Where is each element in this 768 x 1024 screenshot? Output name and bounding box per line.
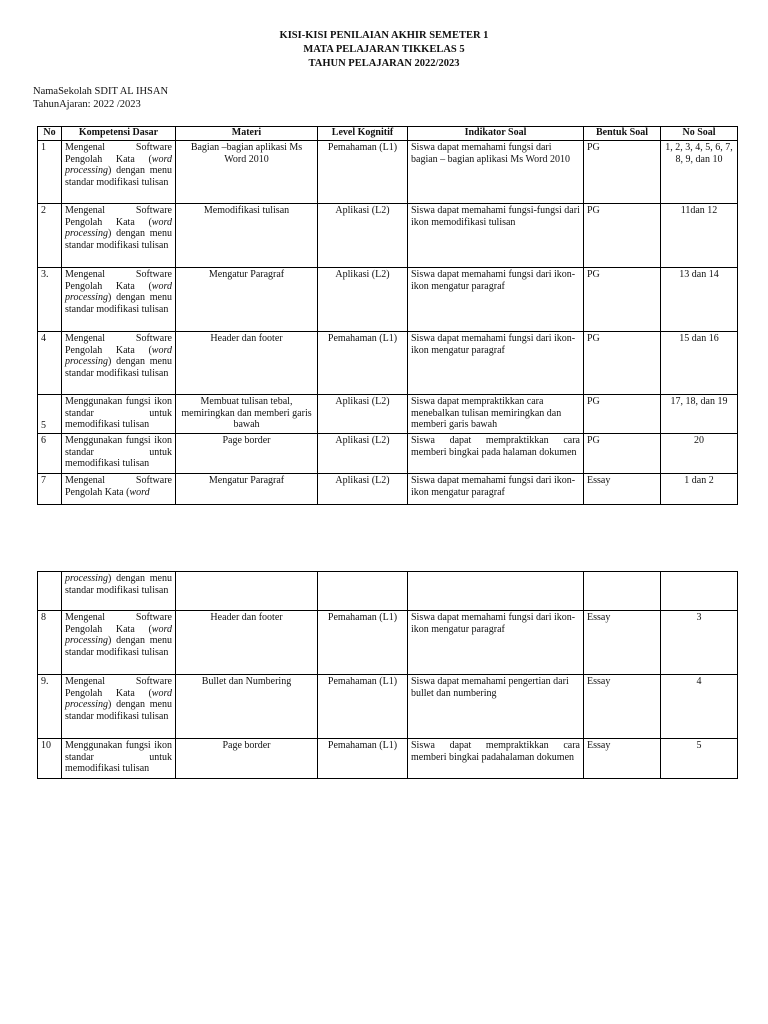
title-line-2: MATA PELAJARAN TIKKELAS 5 [303,44,465,55]
table-row [38,739,738,779]
cell-no-soal: 11dan 12 [661,204,738,268]
cell-kompetensi: Menggunakan fungsi ikon standar untuk memodifikasi tulisan [62,434,176,474]
cell-materi: Header dan footer [176,611,318,675]
cell-no: 6 [38,434,62,474]
cell-indikator: Siswa dapat memahami fungsi-fungsi dari ikon memodifikasi tulisan [408,204,584,268]
cell-no: 4 [38,332,62,395]
school-name: NamaSekolah SDIT AL IHSAN [33,86,169,97]
cell-bentuk: PG [584,395,661,434]
cell-no-soal: 1, 2, 3, 4, 5, 6, 7, 8, 9, dan 10 [661,141,738,204]
cell-indikator: Siswa dapat mempraktikkan cara memberi bingkai padahalaman dokumen [408,739,584,779]
kisi-kisi-table-continued [37,571,738,779]
cell-no: 2 [38,204,62,268]
cell-bentuk: PG [584,434,661,474]
cell-kompetensi: Menggunakan fungsi ikon standar untuk memodifikasi tulisan [62,395,176,434]
cell-level: Pemahaman (L1) [318,332,408,395]
cell-level: Pemahaman (L1) [318,611,408,675]
cell-no: 8 [38,611,62,675]
cell-kompetensi: Mengenal Software Pengolah Kata (word [62,474,176,505]
table-row [38,395,738,434]
cell-bentuk: PG [584,204,661,268]
cell-materi: Mengatur Paragraf [176,268,318,332]
cell-indikator: Siswa dapat memahami fungsi dari ikon-ikon mengatur paragraf [408,268,584,332]
cell-bentuk: Essay [584,611,661,675]
table-row [38,141,738,204]
header-no: No [38,127,62,141]
cell-no: 3. [38,268,62,332]
school-year: TahunAjaran: 2022 /2023 [33,98,141,110]
cell-indikator: Siswa dapat memahami fungsi dari ikon-ikon mengatur paragraf [408,611,584,675]
cell-bentuk: PG [584,332,661,395]
cell-level: Pemahaman (L1) [318,739,408,779]
document-title-block [0,29,768,71]
cell-no-soal: 20 [661,434,738,474]
kisi-kisi-table [37,126,738,505]
cell-materi: Memodifikasi tulisan [176,204,318,268]
cell-no-soal: 3 [661,611,738,675]
table-row [38,332,738,395]
table-row [38,675,738,739]
cell-level: Pemahaman (L1) [318,675,408,739]
cell-kompetensi: Mengenal Software Pengolah Kata (word processing) dengan menu standar modifikasi tulisan [62,611,176,675]
table-row [38,204,738,268]
cell-kompetensi: Mengenal Software Pengolah Kata (word processing) dengan menu standar modifikasi tulisan [62,332,176,395]
title-line-3: TAHUN PELAJARAN 2022/2023 [308,58,460,69]
header-level-kognitif: Level Kognitif [318,127,408,141]
table-row [38,611,738,675]
header-materi: Materi [176,127,318,141]
cell-no: 9. [38,675,62,739]
cell-indikator: Siswa dapat memahami fungsi dari ikon-ikon mengatur paragraf [408,332,584,395]
header-no-soal: No Soal [661,127,738,141]
table-row [38,434,738,474]
table-row-continuation [38,572,738,611]
cell-materi: Bullet dan Numbering [176,675,318,739]
cell-level: Aplikasi (L2) [318,395,408,434]
cell-bentuk: Essay [584,675,661,739]
cell-no-soal: 15 dan 16 [661,332,738,395]
cell-kompetensi: Mengenal Software Pengolah Kata (word processing) dengan menu standar modifikasi tulisan [62,268,176,332]
header-bentuk-soal: Bentuk Soal [584,127,661,141]
cell-no-soal: 5 [661,739,738,779]
header-kompetensi-dasar: Kompetensi Dasar [62,127,176,141]
cell-bentuk: Essay [584,739,661,779]
cell-kompetensi: processing) dengan menu standar modifikasi tulisan [62,572,176,611]
cell-level: Pemahaman (L1) [318,141,408,204]
cell-no: 10 [38,739,62,779]
cell-kompetensi: Mengenal Software Pengolah Kata (word processing) dengan menu standar modifikasi tulisan [62,141,176,204]
cell-materi: Page border [176,739,318,779]
cell-no-soal: 17, 18, dan 19 [661,395,738,434]
cell-materi: Header dan footer [176,332,318,395]
cell-bentuk: PG [584,268,661,332]
cell-no: 1 [38,141,62,204]
cell-no-soal: 13 dan 14 [661,268,738,332]
cell-no-soal: 4 [661,675,738,739]
cell-bentuk: PG [584,141,661,204]
cell-materi: Bagian –bagian aplikasi Ms Word 2010 [176,141,318,204]
cell-bentuk: Essay [584,474,661,505]
cell-materi: Membuat tulisan tebal, memiringkan dan memberi garis bawah [176,395,318,434]
cell-materi: Page border [176,434,318,474]
cell-level: Aplikasi (L2) [318,474,408,505]
cell-no-soal: 1 dan 2 [661,474,738,505]
cell-kompetensi: Mengenal Software Pengolah Kata (word processing) dengan menu standar modifikasi tulisan [62,675,176,739]
cell-level: Aplikasi (L2) [318,268,408,332]
cell-indikator: Siswa dapat memahami fungsi dari bagian – bagian aplikasi Ms Word 2010 [408,141,584,204]
cell-level: Aplikasi (L2) [318,204,408,268]
table-row [38,474,738,505]
table-row [38,268,738,332]
cell-indikator: Siswa dapat memahami fungsi dari ikon-ikon mengatur paragraf [408,474,584,505]
school-meta [33,86,168,111]
cell-kompetensi: Menggunakan fungsi ikon standar untuk memodifikasi tulisan [62,739,176,779]
cell-level: Aplikasi (L2) [318,434,408,474]
table-header-row [38,127,738,141]
cell-materi: Mengatur Paragraf [176,474,318,505]
cell-indikator: Siswa dapat memahami pengertian dari bullet dan numbering [408,675,584,739]
title-line-1: KISI-KISI PENILAIAN AKHIR SEMETER 1 [279,30,489,41]
cell-no: 5 [38,395,62,434]
header-indikator-soal: Indikator Soal [408,127,584,141]
cell-kompetensi: Mengenal Software Pengolah Kata (word processing) dengan menu standar modifikasi tulisan [62,204,176,268]
cell-no: 7 [38,474,62,505]
cell-indikator: Siswa dapat mempraktikkan cara menebalkan tulisan memiringkan dan memberi garis bawah [408,395,584,434]
cell-indikator: Siswa dapat mempraktikkan cara memberi bingkai pada halaman dokumen [408,434,584,474]
